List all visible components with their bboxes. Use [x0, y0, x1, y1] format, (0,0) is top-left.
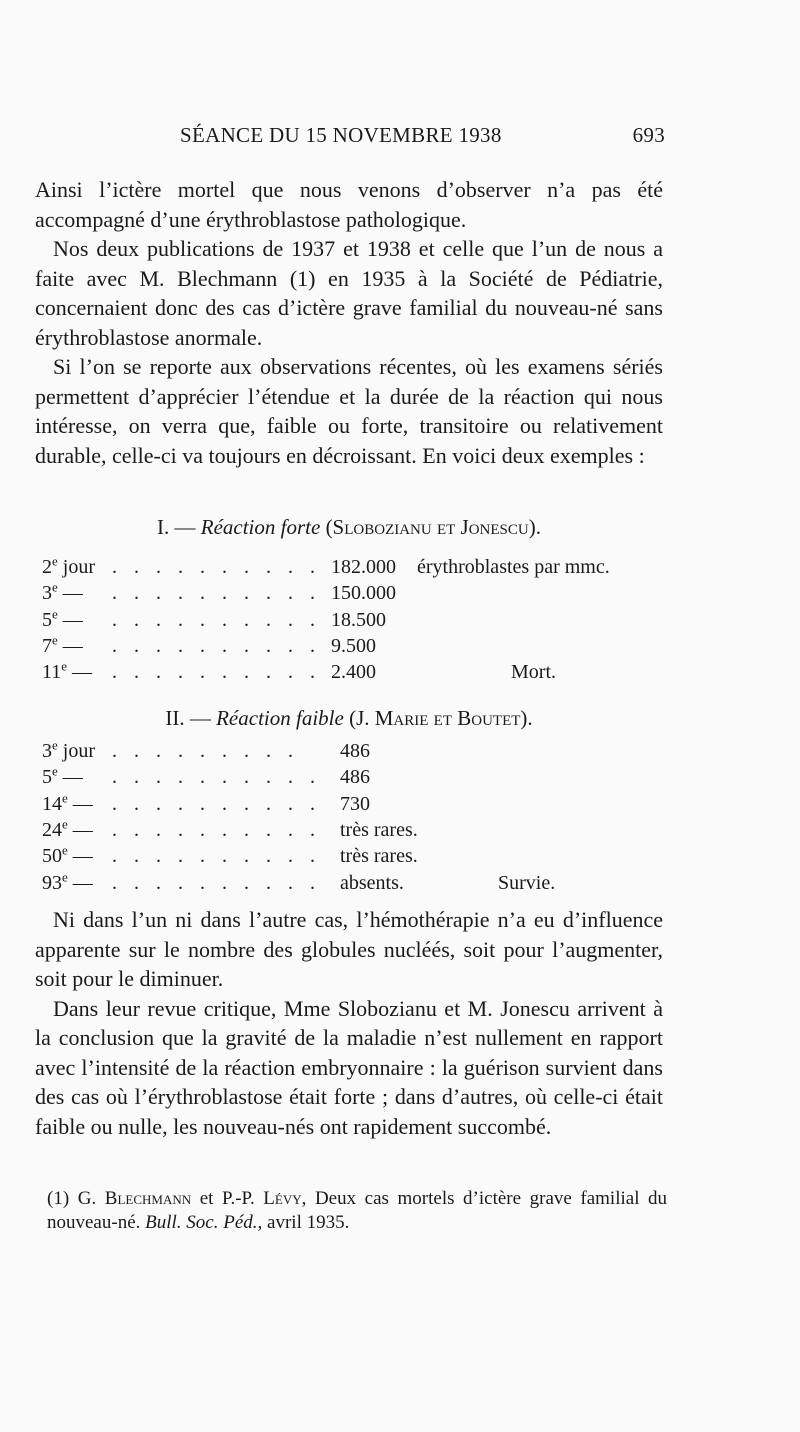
cell-value: 2.400 — [331, 661, 376, 684]
day-label — [42, 659, 92, 685]
table1-title — [35, 515, 663, 540]
cell-value: 9.500 — [331, 634, 376, 657]
table-row — [42, 870, 670, 896]
day-label — [42, 738, 95, 764]
cell-outcome: Mort. — [511, 661, 556, 684]
day-number: 11 — [42, 661, 62, 684]
day-label — [42, 554, 95, 580]
leader-dots: . . . . . . . . . . — [112, 608, 321, 631]
day-label — [42, 633, 83, 659]
cell-value: 18.500 — [331, 608, 386, 631]
cell-value: absents. — [340, 871, 404, 894]
day-label — [42, 843, 93, 869]
footnote-author: G. Blechmann — [77, 1188, 192, 1209]
cell-value: 730 — [340, 792, 370, 815]
day-word: — — [67, 845, 93, 868]
ordinal-suffix: e — [52, 763, 58, 779]
cell-value: 182.000 — [331, 556, 396, 578]
day-number: 2 — [42, 556, 52, 578]
ordinal-suffix: e — [52, 737, 58, 753]
day-word: — — [67, 871, 93, 894]
table2-title-text: Réaction faible — [216, 706, 344, 730]
day-word: — — [57, 582, 83, 605]
ordinal-suffix: e — [62, 816, 68, 832]
footnote-journal: Bull. Soc. Péd., — [145, 1212, 263, 1233]
paragraph: Si l’on se reporte aux observations récentes, où les examens sériés permettent d’apprécier l’étendue et la durée de la réaction qui nous intéresse, on verra que, faible ou forte, transitoire ou relativement durable, celle-ci va toujours en décroissant. En voici deux exemples : — [35, 354, 663, 468]
cell-outcome: Survie. — [498, 871, 556, 894]
table2-authors: (J. Marie et Boutet). — [349, 706, 533, 730]
table-row — [42, 580, 670, 606]
day-number: 3 — [42, 582, 52, 605]
day-word: — — [67, 792, 93, 815]
footnote-author: P.-P. Lévy, — [221, 1188, 307, 1209]
cell-value: 486 — [340, 740, 370, 762]
paragraph: Ainsi l’ictère mortel que nous venons d’observer n’a pas été accompagné d’une érythroblastose pathologique. — [35, 177, 663, 232]
table-row — [42, 843, 670, 869]
day-number: 5 — [42, 608, 52, 631]
cell-value: 486 — [340, 766, 370, 789]
day-word: — — [57, 766, 83, 789]
leader-dots: . . . . . . . . . . — [112, 792, 321, 815]
day-number: 24 — [42, 818, 62, 841]
paragraph: Ni dans l’un ni dans l’autre cas, l’hémothérapie n’a eu d’influence apparente sur le nombre des globules nucléés, soit pour l’augmenter, soit pour le diminuer. — [35, 907, 663, 991]
footnote-date: avril 1935. — [267, 1212, 350, 1233]
body-text-lower — [35, 905, 663, 1141]
day-number: 50 — [42, 845, 62, 868]
ordinal-suffix: e — [62, 842, 68, 858]
table-row — [42, 554, 670, 580]
day-number: 5 — [42, 766, 52, 789]
table-row — [42, 738, 670, 764]
leader-dots: . . . . . . . . . . — [112, 582, 321, 605]
page-number: 693 — [632, 123, 665, 147]
cell-value: 150.000 — [331, 582, 396, 605]
leader-dots: . . . . . . . . . . — [112, 871, 321, 894]
table-row — [42, 633, 670, 659]
leader-dots: . . . . . . . . . . — [112, 845, 321, 868]
leader-dots: . . . . . . . . . . — [112, 661, 321, 684]
day-label — [42, 580, 83, 606]
day-label — [42, 817, 93, 843]
paragraph: Dans leur revue critique, Mme Slobozianu et M. Jonescu arrivent à la conclusion que la gravité de la maladie n’est nullement en rapport avec l’intensité de la réaction embryonnaire : la guérison survient dans des cas où l’érythroblastose était forte ; dans d’autres, où celle-ci était faible ou nulle, les nouveau-nés ont rapidement succombé. — [35, 995, 663, 1139]
day-word: — — [67, 661, 93, 684]
cell-unit: érythroblastes par mmc. — [417, 556, 610, 578]
table-row — [42, 659, 670, 685]
day-label — [42, 870, 93, 896]
ordinal-suffix: e — [61, 658, 68, 674]
day-word: — — [57, 608, 83, 631]
table-row — [42, 607, 670, 633]
day-number: 14 — [42, 792, 62, 815]
paragraph: Nos deux publications de 1937 et 1938 et celle que l’un de nous a faite avec M. Blechmann (1) en 1935 à la Société de Pédiatrie, concernaient donc des cas d’ictère grave familial du nouveau-né sans érythroblastose anormale. — [35, 236, 663, 350]
table1-title-text: Réaction forte — [200, 515, 321, 539]
ordinal-suffix: e — [52, 553, 58, 569]
day-label — [42, 791, 93, 817]
table2-title — [35, 706, 663, 731]
day-number: 93 — [42, 871, 62, 894]
day-word: jour — [57, 740, 95, 762]
day-word: jour — [57, 556, 95, 578]
running-title: SÉANCE DU 15 NOVEMBRE 1938 — [180, 123, 502, 147]
table-row — [42, 817, 670, 843]
table-row — [42, 764, 670, 790]
footnote-conjunction: et — [199, 1188, 214, 1209]
table-row — [42, 791, 670, 817]
ordinal-suffix: e — [62, 868, 68, 884]
day-number: 3 — [42, 740, 52, 762]
page-header — [180, 123, 665, 148]
leader-dots: . . . . . . . . . . — [112, 556, 321, 578]
cell-value: très rares. — [340, 845, 418, 868]
day-label — [42, 764, 83, 790]
footnote — [47, 1187, 667, 1235]
day-label — [42, 607, 83, 633]
day-word: — — [67, 818, 93, 841]
body-text-upper — [35, 175, 663, 470]
day-number: 7 — [42, 634, 52, 657]
footnote-text: Deux cas mortels d’ictère grave familial du nouveau-né. — [47, 1188, 668, 1233]
table1-numeral: I. — — [157, 515, 196, 539]
leader-dots: . . . . . . . . . . — [112, 766, 321, 789]
ordinal-suffix: e — [62, 789, 68, 805]
cell-value: très rares. — [340, 818, 418, 841]
ordinal-suffix: e — [52, 579, 58, 595]
table2-numeral: II. — — [165, 706, 211, 730]
ordinal-suffix: e — [52, 632, 58, 648]
table1-authors: (Slobozianu et Jonescu). — [325, 515, 541, 539]
ordinal-suffix: e — [52, 605, 58, 621]
day-word: — — [57, 634, 83, 657]
footnote-marker: (1) — [47, 1188, 70, 1209]
leader-dots: . . . . . . . . . . — [112, 634, 321, 657]
leader-dots: . . . . . . . . . . — [112, 818, 321, 841]
leader-dots: . . . . . . . . . — [112, 740, 299, 762]
